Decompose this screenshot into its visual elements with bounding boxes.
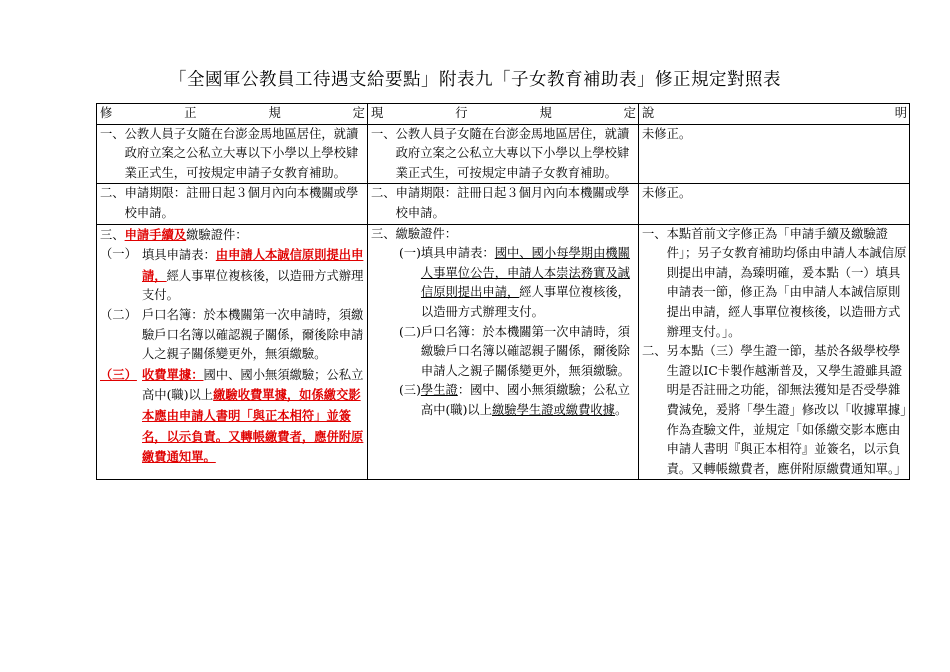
point-number: 二、 (642, 344, 667, 359)
sub-item-number: (三) (399, 383, 421, 398)
sub-item (100, 365, 365, 468)
sub-item-text: 戶口名簿：於本機關第一次申請時，須繳驗戶口名簿以確認親子關係，爾後除申請人之親子關係變更外，無須繳驗。 (142, 307, 364, 362)
explanation-cell (639, 224, 910, 480)
sub-item (371, 323, 636, 382)
table-row (97, 124, 910, 184)
sub-item (371, 381, 636, 420)
sub-item (100, 245, 365, 306)
sub-item-number: （二） (100, 307, 137, 322)
header-char: 說 (642, 106, 655, 120)
added-text: 申請手續及 (124, 226, 187, 242)
sub-item-number: (一) (399, 246, 421, 261)
sub-item-end: 。 (614, 402, 628, 417)
sub-item-text (421, 244, 636, 322)
item-number: 一、 (100, 126, 125, 141)
item-number: 三、 (100, 227, 125, 242)
explanation-text: 未修正。 (642, 186, 692, 201)
added-text: 收費單據： (142, 366, 204, 382)
item-heading (371, 225, 636, 245)
item-number: 二、 (371, 186, 396, 201)
sub-item (100, 306, 365, 365)
header-row (97, 104, 910, 125)
item-heading (100, 225, 365, 246)
current-cell (368, 184, 639, 224)
header-char: 正 (184, 106, 197, 120)
item-text: 繳驗證件： (186, 227, 248, 242)
underlined-text: 繳驗學生證或繳費收據 (492, 402, 615, 417)
item-text: 公教人員子女隨在台澎金馬地區居住，就讀政府立案之公私立大專以下小學以上學校肄業正式生，可按規定申請子女教育補助。 (395, 126, 630, 180)
amended-cell (97, 224, 368, 480)
sub-item-rest: ：國中、國小無須繳驗；公私立高中(職)以上 (420, 383, 630, 417)
sub-item-rest: 國中、國小無須繳驗；公私立高中(職)以上 (142, 367, 364, 403)
explanation-cell (639, 184, 910, 224)
header-char: 規 (539, 106, 552, 120)
sub-item-text (142, 245, 365, 306)
header-char: 行 (455, 106, 468, 120)
sub-item-number: （一） (100, 247, 137, 262)
sub-item-rest: 經人事單位複核後，以造冊方式辦理支付。 (420, 285, 630, 319)
point-number: 一、 (642, 226, 667, 241)
header-char: 定 (623, 106, 636, 120)
table-row (97, 184, 910, 224)
added-text: 繳驗收費單據，如係繳交影本應由申請人書明「與正本相符」並簽名，以示負責。又轉帳繳費者，應併附原繳費通知單。 (142, 387, 364, 465)
header-explanation (639, 104, 910, 125)
header-char: 修 (100, 106, 113, 120)
amended-cell (97, 124, 368, 184)
sub-item (371, 244, 636, 322)
item-number: 一、 (371, 126, 396, 141)
item-text: 繳驗證件： (395, 226, 458, 241)
amended-cell (97, 184, 368, 224)
sub-item-text (142, 365, 365, 468)
item-text: 申請期限：註冊日起３個月內向本機關或學校申請。 (124, 186, 359, 220)
point-text: 本點首前文字修正為「申請手續及繳驗證件」；另子女教育補助均係由申請人本誠信原則提出申請，為臻明確，爰本點（一）填具申請表一節，修正為「由申請人本誠信原則提出申請，經人事單位複核後，以造冊方式辦理支付。」。 (666, 226, 907, 339)
sub-item-rest: 經人事單位複核後，以造冊方式辦理支付。 (142, 268, 364, 303)
explanation-point (642, 225, 907, 343)
table-row (97, 224, 910, 480)
header-char: 規 (268, 106, 281, 120)
page-title: 「全國軍公教員工待遇支給要點」附表九「子女教育補助表」修正規定對照表 (169, 70, 781, 90)
sub-item-label: 填具申請表： (142, 248, 216, 263)
item-text: 申請期限：註冊日起３個月內向本機關或學校申請。 (395, 186, 630, 220)
item-text: 公教人員子女隨在台澎金馬地區居住，就讀政府立案之公私立大專以下小學以上學校肄業正式生，可按規定申請子女教育補助。 (124, 126, 359, 180)
explanation-point (642, 342, 907, 479)
underlined-text: 國中、國小每學期由機關人事單位公告，申請人本崇法務實及誠信原則提出申請， (420, 246, 630, 300)
header-amended (97, 104, 368, 125)
explanation-cell (639, 124, 910, 184)
added-text: 由申請人本誠信原則提出申請， (142, 247, 364, 283)
underlined-text: 學生證 (420, 383, 458, 398)
sub-item-text: 戶口名簿：於本機關第一次申請時，須繳驗戶口名簿以確認親子關係，爾後除申請人之親子關係變更外，無須繳驗。 (420, 324, 630, 378)
current-cell (368, 124, 639, 184)
item-number: 二、 (100, 186, 125, 201)
point-text: 另本點（三）學生證一節，基於各級學校學生證以IC卡製作越漸普及，又學生證雖具證明是否註冊之功能，卻無法獲知是否受學雜費減免，爰將「學生證」修改以「收據單據」作為查驗文件，並規定「如係繳交影本應由申請人書明『與正本相符』並簽名，以示負責。又轉帳繳費者，應併附原繳費通知單。」 (666, 344, 907, 476)
explanation-text: 未修正。 (642, 126, 692, 141)
current-cell (368, 224, 639, 480)
header-char: 明 (894, 106, 907, 120)
sub-item-label: 填具申請表： (420, 246, 495, 261)
header-char: 現 (371, 106, 384, 120)
sub-item-text (421, 381, 636, 420)
header-current (368, 104, 639, 125)
comparison-table (96, 103, 910, 480)
sub-item-number: （三） (100, 366, 137, 382)
item-number: 三、 (371, 226, 396, 241)
sub-item-number: (二) (399, 324, 421, 339)
header-char: 定 (352, 106, 365, 120)
